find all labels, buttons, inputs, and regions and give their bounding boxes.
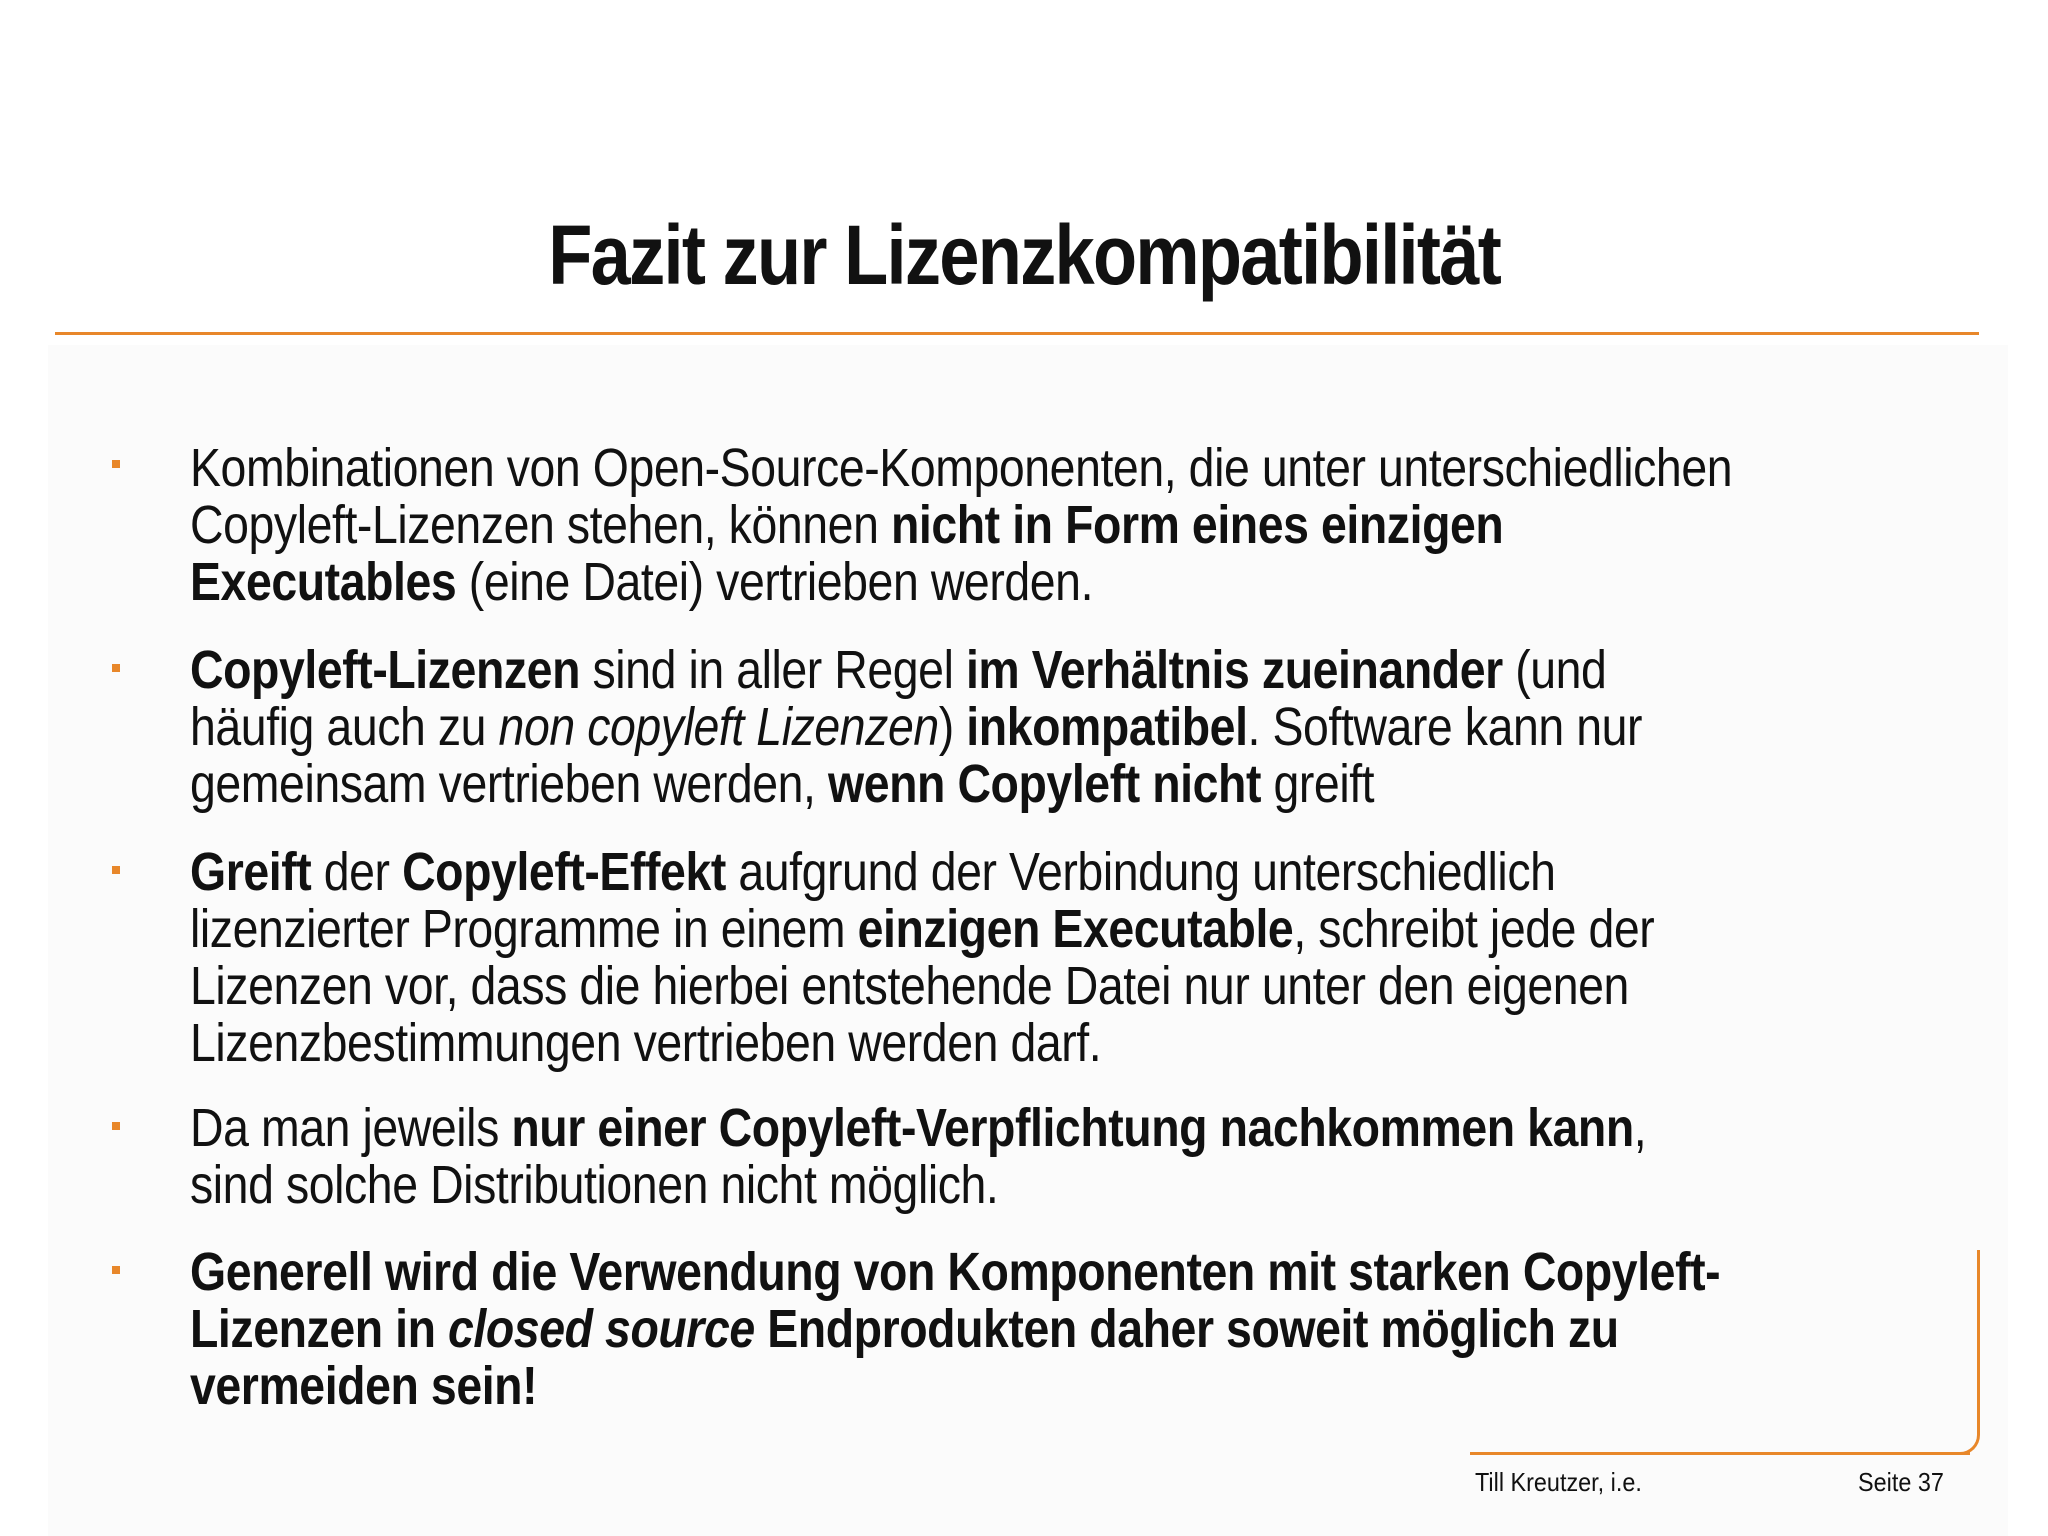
page-number: Seite 37 xyxy=(1858,1467,1944,1497)
decorative-corner-line xyxy=(1960,1250,1980,1455)
bullet-3-segment-5: einzigen Executable xyxy=(857,899,1294,959)
bullet-icon xyxy=(112,664,120,672)
bullet-3-segment-3: Copyleft-Effekt xyxy=(402,842,726,902)
bullet-2-segment-8: . Software kann nur gemeinsam vertrieben werden, xyxy=(190,697,1643,814)
bullet-2-segment-2: sind in aller Regel xyxy=(580,640,966,700)
bullet-icon xyxy=(112,460,120,468)
bullet-icon xyxy=(112,866,120,874)
bullet-2-segment-5: non copyleft Lizenzen xyxy=(498,697,939,757)
footer-author: Till Kreutzer, i.e. xyxy=(1475,1467,1642,1497)
bullet-1-segment-2: nicht in Form eines einzigen Executables xyxy=(190,495,1504,612)
bullet-icon xyxy=(112,1266,120,1274)
bullet-5-segment-3: Endprodukten daher soweit möglich zu vermeiden sein! xyxy=(190,1299,1619,1416)
bullet-4-segment-1: Da man jeweils xyxy=(190,1098,512,1158)
bullet-item-5 xyxy=(190,1244,1738,1415)
bullet-2-segment-6: ) xyxy=(938,697,967,757)
bullet-3-segment-6: , schreibt jede der Lizenzen vor, dass die hierbei entstehende Datei nur unter den eigenen Lizenzbestimmungen vertrieben werden darf. xyxy=(190,899,1655,1073)
footer-divider xyxy=(1470,1452,1970,1455)
bullet-1-segment-3: (eine Datei) vertrieben werden. xyxy=(456,552,1094,612)
bullet-2-segment-7: inkompatibel xyxy=(966,697,1248,757)
bullet-item-1 xyxy=(190,440,1738,611)
bullet-4-segment-2: nur einer Copyleft-Verpflichtung nachkommen kann xyxy=(511,1098,1634,1158)
bullet-2-segment-10: greift xyxy=(1261,754,1375,814)
bullet-3-segment-1: Greift xyxy=(190,842,312,902)
bullet-item-3 xyxy=(190,844,1738,1072)
slide-title: Fazit zur Lizenzkompatibilität xyxy=(548,208,1501,302)
bullet-5-segment-1: Generell wird die Verwendung von Komponenten mit starken Copyleft-Lizenzen in xyxy=(190,1242,1721,1359)
bullet-4-segment-3: , sind solche Distributionen nicht möglich. xyxy=(190,1098,1647,1215)
bullet-1-segment-1: Kombinationen von Open-Source-Komponenten, die unter unterschiedlichen Copyleft-Lizenzen stehen, können xyxy=(190,438,1733,555)
bullet-3-segment-4: aufgrund der Verbindung unterschiedlich lizenzierter Programme in einem xyxy=(190,842,1556,959)
bullet-2-segment-3: im Verhältnis zueinander xyxy=(965,640,1503,700)
bullet-2-segment-4: (und häufig auch zu xyxy=(190,640,1607,757)
bullet-2-segment-1: Copyleft-Lizenzen xyxy=(190,640,581,700)
bullet-item-4 xyxy=(190,1100,1738,1214)
bullet-2-segment-9: wenn Copyleft nicht xyxy=(828,754,1262,814)
bullet-5-segment-2: closed source xyxy=(448,1299,755,1359)
bullet-3-segment-2: der xyxy=(311,842,403,902)
bullet-item-2 xyxy=(190,642,1738,813)
bullet-icon xyxy=(112,1122,120,1130)
